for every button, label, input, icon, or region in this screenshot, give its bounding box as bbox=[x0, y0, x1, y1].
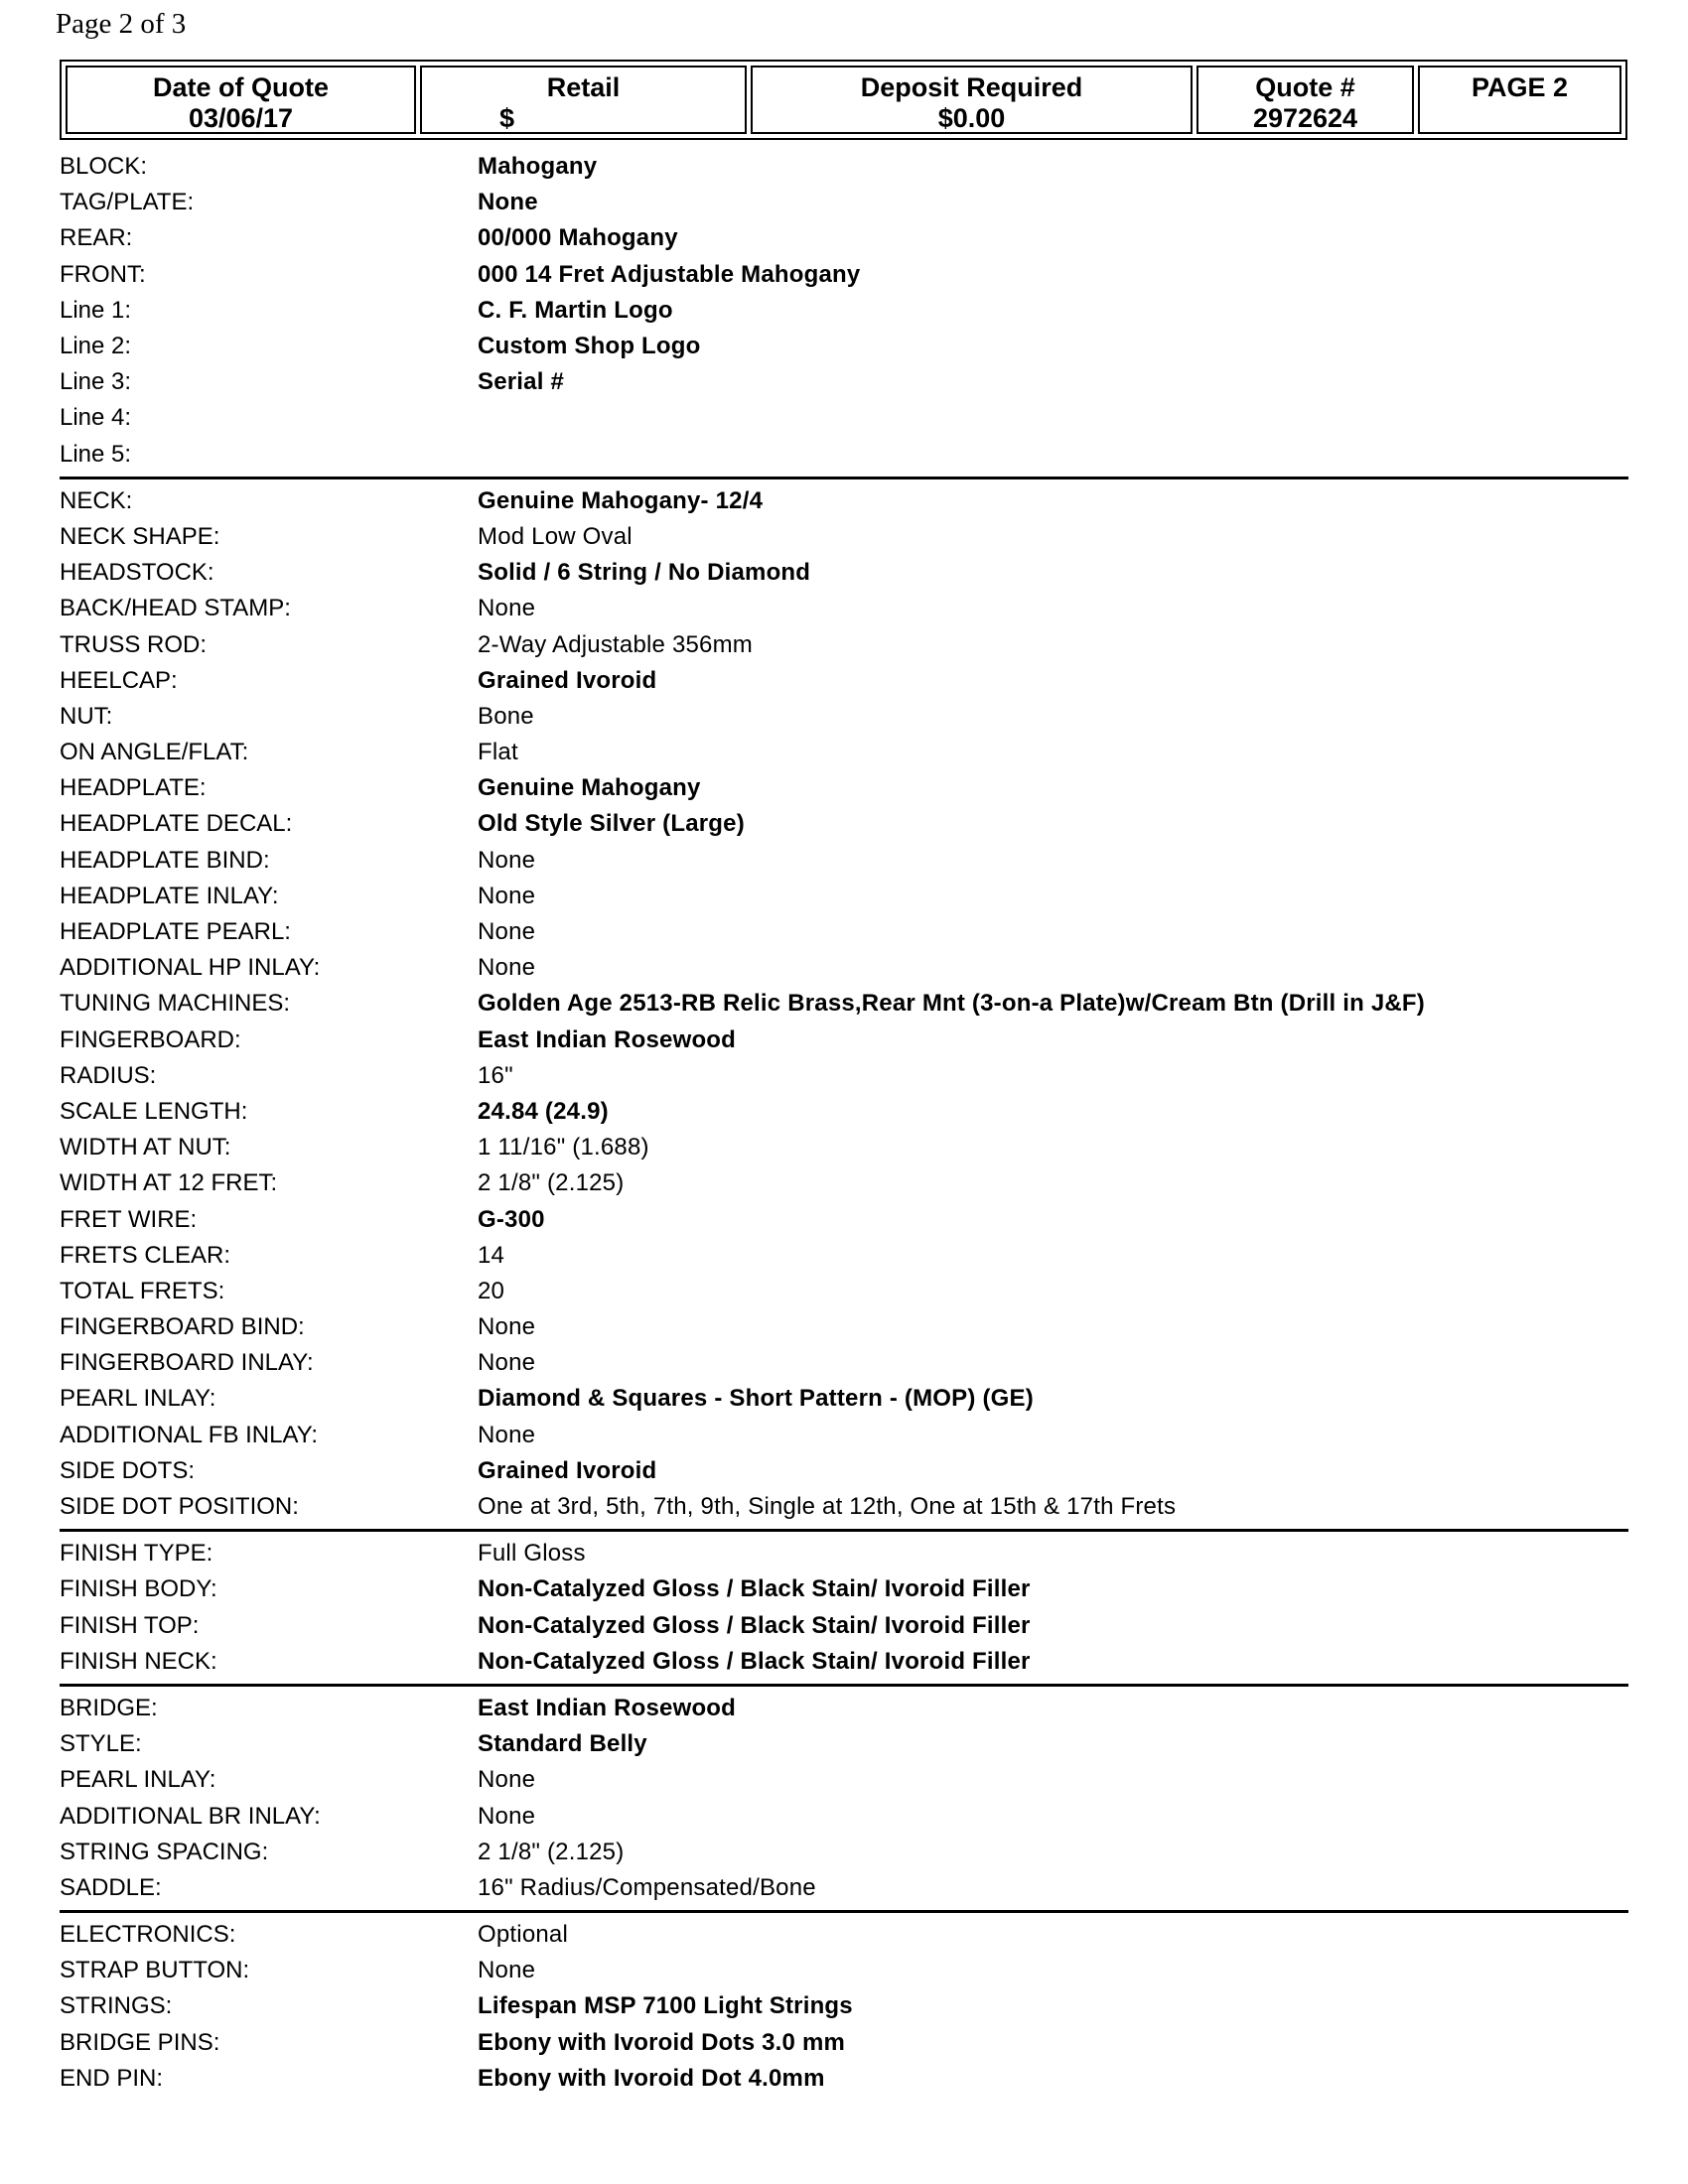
spec-label: FINISH TYPE: bbox=[60, 1540, 213, 1568]
spec-value: None bbox=[478, 954, 536, 982]
spec-row bbox=[60, 1691, 1628, 1726]
spec-row bbox=[60, 1130, 1628, 1165]
spec-row bbox=[60, 1835, 1628, 1870]
spec-row bbox=[60, 1165, 1628, 1201]
spec-label: HEADPLATE BIND: bbox=[60, 846, 270, 874]
spec-value: None bbox=[478, 846, 536, 874]
spec-row bbox=[60, 1489, 1628, 1525]
spec-value: Flat bbox=[478, 739, 518, 766]
spec-value: None bbox=[478, 1313, 536, 1341]
spec-row bbox=[60, 1988, 1628, 2024]
spec-row bbox=[60, 914, 1628, 950]
spec-label: FINISH NECK: bbox=[60, 1647, 217, 1675]
spec-value: Grained Ivoroid bbox=[478, 666, 657, 694]
spec-label: STRAP BUTTON: bbox=[60, 1957, 250, 1984]
spec-value: G-300 bbox=[478, 1205, 545, 1233]
date-of-quote-label: Date of Quote bbox=[152, 72, 329, 102]
spec-value: Solid / 6 String / No Diamond bbox=[478, 559, 811, 587]
retail-label: Retail bbox=[546, 72, 621, 102]
quote-number-value: 2972624 bbox=[1252, 103, 1358, 133]
spec-label: NECK: bbox=[60, 486, 133, 514]
spec-value: None bbox=[478, 882, 536, 909]
spec-row bbox=[60, 879, 1628, 914]
spec-row bbox=[60, 2025, 1628, 2061]
spec-value: Genuine Mahogany- 12/4 bbox=[478, 486, 764, 514]
spec-row bbox=[60, 1309, 1628, 1345]
spec-label: BRIDGE PINS: bbox=[60, 2028, 220, 2056]
spec-label: STYLE: bbox=[60, 1730, 142, 1758]
spec-row bbox=[60, 1274, 1628, 1309]
spec-label: FINISH BODY: bbox=[60, 1575, 217, 1603]
spec-label: ELECTRONICS: bbox=[60, 1921, 236, 1949]
deposit-required-label: Deposit Required bbox=[860, 72, 1083, 102]
spec-value: 00/000 Mahogany bbox=[478, 224, 678, 252]
spec-row bbox=[60, 986, 1628, 1022]
spec-label: ADDITIONAL BR INLAY: bbox=[60, 1802, 321, 1830]
spec-value: None bbox=[478, 1957, 536, 1984]
spec-value: Grained Ivoroid bbox=[478, 1456, 657, 1484]
spec-value: 20 bbox=[478, 1277, 505, 1304]
spec-row bbox=[60, 364, 1628, 400]
spec-label: SIDE DOT POSITION: bbox=[60, 1493, 299, 1521]
spec-row bbox=[60, 1726, 1628, 1762]
spec-value: None bbox=[478, 1349, 536, 1377]
page-box-cell bbox=[1418, 66, 1621, 134]
spec-label: TUNING MACHINES: bbox=[60, 990, 291, 1018]
spec-label: END PIN: bbox=[60, 2064, 164, 2092]
spec-row bbox=[60, 735, 1628, 770]
spec-label: WIDTH AT 12 FRET: bbox=[60, 1169, 278, 1197]
spec-row bbox=[60, 149, 1628, 185]
spec-value: 16" bbox=[478, 1061, 513, 1089]
spec-label: ON ANGLE/FLAT: bbox=[60, 739, 249, 766]
spec-label: HEADPLATE: bbox=[60, 774, 207, 802]
spec-row bbox=[60, 483, 1628, 519]
quote-header-table bbox=[60, 60, 1627, 140]
spec-label: HEADPLATE PEARL: bbox=[60, 918, 291, 946]
spec-label: HEADSTOCK: bbox=[60, 559, 214, 587]
spec-row bbox=[60, 220, 1628, 256]
spec-row bbox=[60, 1201, 1628, 1237]
page-box-label: PAGE 2 bbox=[1471, 72, 1569, 102]
spec-label: Line 3: bbox=[60, 368, 132, 396]
spec-label: HEADPLATE DECAL: bbox=[60, 810, 293, 838]
spec-label: BRIDGE: bbox=[60, 1694, 158, 1721]
spec-value: One at 3rd, 5th, 7th, 9th, Single at 12th, One at 15th & 17th Frets bbox=[478, 1493, 1177, 1521]
spec-row bbox=[60, 1870, 1628, 1906]
spec-row bbox=[60, 1798, 1628, 1834]
spec-value: Lifespan MSP 7100 Light Strings bbox=[478, 1992, 853, 2020]
deposit-required-value: $0.00 bbox=[937, 103, 1006, 133]
spec-row bbox=[60, 293, 1628, 329]
spec-value: Ebony with Ivoroid Dot 4.0mm bbox=[478, 2064, 825, 2092]
spec-label: NUT: bbox=[60, 702, 113, 730]
spec-label: TAG/PLATE: bbox=[60, 189, 195, 216]
spec-value: Optional bbox=[478, 1921, 568, 1949]
quote-number-label: Quote # bbox=[1255, 72, 1355, 102]
spec-label: FINGERBOARD BIND: bbox=[60, 1313, 305, 1341]
spec-value: 2-Way Adjustable 356mm bbox=[478, 630, 753, 658]
spec-value: 2 1/8" (2.125) bbox=[478, 1169, 625, 1197]
section-divider bbox=[60, 477, 1628, 479]
spec-row bbox=[60, 1381, 1628, 1417]
spec-row bbox=[60, 950, 1628, 986]
spec-label: ADDITIONAL HP INLAY: bbox=[60, 954, 321, 982]
spec-label: Line 4: bbox=[60, 404, 132, 432]
spec-row bbox=[60, 1453, 1628, 1489]
spec-row bbox=[60, 843, 1628, 879]
spec-row bbox=[60, 1644, 1628, 1680]
spec-value: Mod Low Oval bbox=[478, 522, 633, 550]
spec-value: Diamond & Squares - Short Pattern - (MOP) (GE) bbox=[478, 1385, 1034, 1413]
spec-label: SCALE LENGTH: bbox=[60, 1097, 248, 1125]
spec-row bbox=[60, 1762, 1628, 1798]
section-divider bbox=[60, 1684, 1628, 1687]
spec-label: HEELCAP: bbox=[60, 666, 178, 694]
spec-row bbox=[60, 257, 1628, 293]
spec-label: ADDITIONAL FB INLAY: bbox=[60, 1421, 319, 1448]
spec-row bbox=[60, 1238, 1628, 1274]
spec-value: None bbox=[478, 595, 536, 622]
spec-label: Line 5: bbox=[60, 440, 132, 468]
spec-label: SADDLE: bbox=[60, 1873, 162, 1901]
spec-value: 16" Radius/Compensated/Bone bbox=[478, 1873, 816, 1901]
spec-row bbox=[60, 626, 1628, 662]
spec-value: Bone bbox=[478, 702, 534, 730]
spec-value: None bbox=[478, 918, 536, 946]
spec-value: 2 1/8" (2.125) bbox=[478, 1838, 625, 1865]
spec-value: Genuine Mahogany bbox=[478, 774, 701, 802]
retail-cell bbox=[420, 66, 747, 134]
spec-label: PEARL INLAY: bbox=[60, 1766, 216, 1794]
spec-row bbox=[60, 519, 1628, 555]
spec-label: REAR: bbox=[60, 224, 133, 252]
section-divider bbox=[60, 1910, 1628, 1913]
spec-row bbox=[60, 185, 1628, 220]
spec-label: Line 1: bbox=[60, 296, 132, 324]
spec-label: FRETS CLEAR: bbox=[60, 1241, 231, 1269]
spec-row bbox=[60, 1094, 1628, 1130]
spec-value: Serial # bbox=[478, 368, 564, 396]
spec-row bbox=[60, 1345, 1628, 1381]
spec-label: FINGERBOARD: bbox=[60, 1025, 241, 1053]
spec-row bbox=[60, 1418, 1628, 1453]
deposit-required-cell bbox=[751, 66, 1193, 134]
spec-label: BLOCK: bbox=[60, 153, 148, 181]
spec-label: SIDE DOTS: bbox=[60, 1456, 196, 1484]
spec-label: Line 2: bbox=[60, 333, 132, 360]
retail-value: $ bbox=[499, 103, 515, 133]
spec-value: 1 11/16" (1.688) bbox=[478, 1134, 649, 1161]
spec-value: Golden Age 2513-RB Relic Brass,Rear Mnt (3-on-a Plate)w/Cream Btn (Drill in J&F) bbox=[478, 990, 1425, 1018]
spec-row bbox=[60, 1536, 1628, 1571]
spec-value: 24.84 (24.9) bbox=[478, 1097, 609, 1125]
spec-row bbox=[60, 329, 1628, 364]
spec-value: East Indian Rosewood bbox=[478, 1694, 737, 1721]
spec-value: Non-Catalyzed Gloss / Black Stain/ Ivoroid Filler bbox=[478, 1575, 1031, 1603]
spec-value: Non-Catalyzed Gloss / Black Stain/ Ivoroid Filler bbox=[478, 1647, 1031, 1675]
spec-value: Mahogany bbox=[478, 153, 598, 181]
spec-row bbox=[60, 1917, 1628, 1953]
spec-label: FINISH TOP: bbox=[60, 1611, 200, 1639]
page-number: Page 2 of 3 bbox=[56, 8, 187, 40]
spec-row bbox=[60, 663, 1628, 699]
spec-value: Full Gloss bbox=[478, 1540, 586, 1568]
spec-value: Standard Belly bbox=[478, 1730, 647, 1758]
spec-row bbox=[60, 770, 1628, 806]
spec-value: Custom Shop Logo bbox=[478, 333, 701, 360]
spec-label: BACK/HEAD STAMP: bbox=[60, 595, 291, 622]
spec-label: STRINGS: bbox=[60, 1992, 173, 2020]
spec-row bbox=[60, 1953, 1628, 1988]
spec-value: C. F. Martin Logo bbox=[478, 296, 673, 324]
spec-value: Non-Catalyzed Gloss / Black Stain/ Ivoroid Filler bbox=[478, 1611, 1031, 1639]
spec-label: TOTAL FRETS: bbox=[60, 1277, 225, 1304]
spec-row bbox=[60, 1023, 1628, 1058]
spec-value: None bbox=[478, 1802, 536, 1830]
spec-row bbox=[60, 1608, 1628, 1644]
spec-label: FRONT: bbox=[60, 260, 146, 288]
spec-label: WIDTH AT NUT: bbox=[60, 1134, 231, 1161]
spec-row bbox=[60, 437, 1628, 473]
spec-label: TRUSS ROD: bbox=[60, 630, 208, 658]
spec-value: East Indian Rosewood bbox=[478, 1025, 737, 1053]
spec-label: PEARL INLAY: bbox=[60, 1385, 216, 1413]
spec-row bbox=[60, 1058, 1628, 1094]
spec-value: None bbox=[478, 189, 538, 216]
spec-label: STRING SPACING: bbox=[60, 1838, 269, 1865]
spec-value: None bbox=[478, 1421, 536, 1448]
spec-value: 14 bbox=[478, 1241, 505, 1269]
quote-number-cell bbox=[1196, 66, 1414, 134]
spec-value: None bbox=[478, 1766, 536, 1794]
spec-row bbox=[60, 699, 1628, 735]
spec-label: RADIUS: bbox=[60, 1061, 157, 1089]
date-of-quote-value: 03/06/17 bbox=[188, 103, 294, 133]
spec-label: HEADPLATE INLAY: bbox=[60, 882, 279, 909]
spec-label: NECK SHAPE: bbox=[60, 522, 220, 550]
spec-row bbox=[60, 555, 1628, 591]
spec-value: Old Style Silver (Large) bbox=[478, 810, 745, 838]
spec-value: Ebony with Ivoroid Dots 3.0 mm bbox=[478, 2028, 846, 2056]
section-divider bbox=[60, 1529, 1628, 1532]
spec-row bbox=[60, 806, 1628, 842]
spec-row bbox=[60, 400, 1628, 436]
spec-row bbox=[60, 1571, 1628, 1607]
spec-row bbox=[60, 591, 1628, 626]
spec-value: 000 14 Fret Adjustable Mahogany bbox=[478, 260, 861, 288]
spec-row bbox=[60, 2061, 1628, 2097]
date-of-quote-cell bbox=[66, 66, 416, 134]
spec-label: FRET WIRE: bbox=[60, 1205, 198, 1233]
spec-label: FINGERBOARD INLAY: bbox=[60, 1349, 314, 1377]
spec-list bbox=[60, 149, 1628, 2097]
